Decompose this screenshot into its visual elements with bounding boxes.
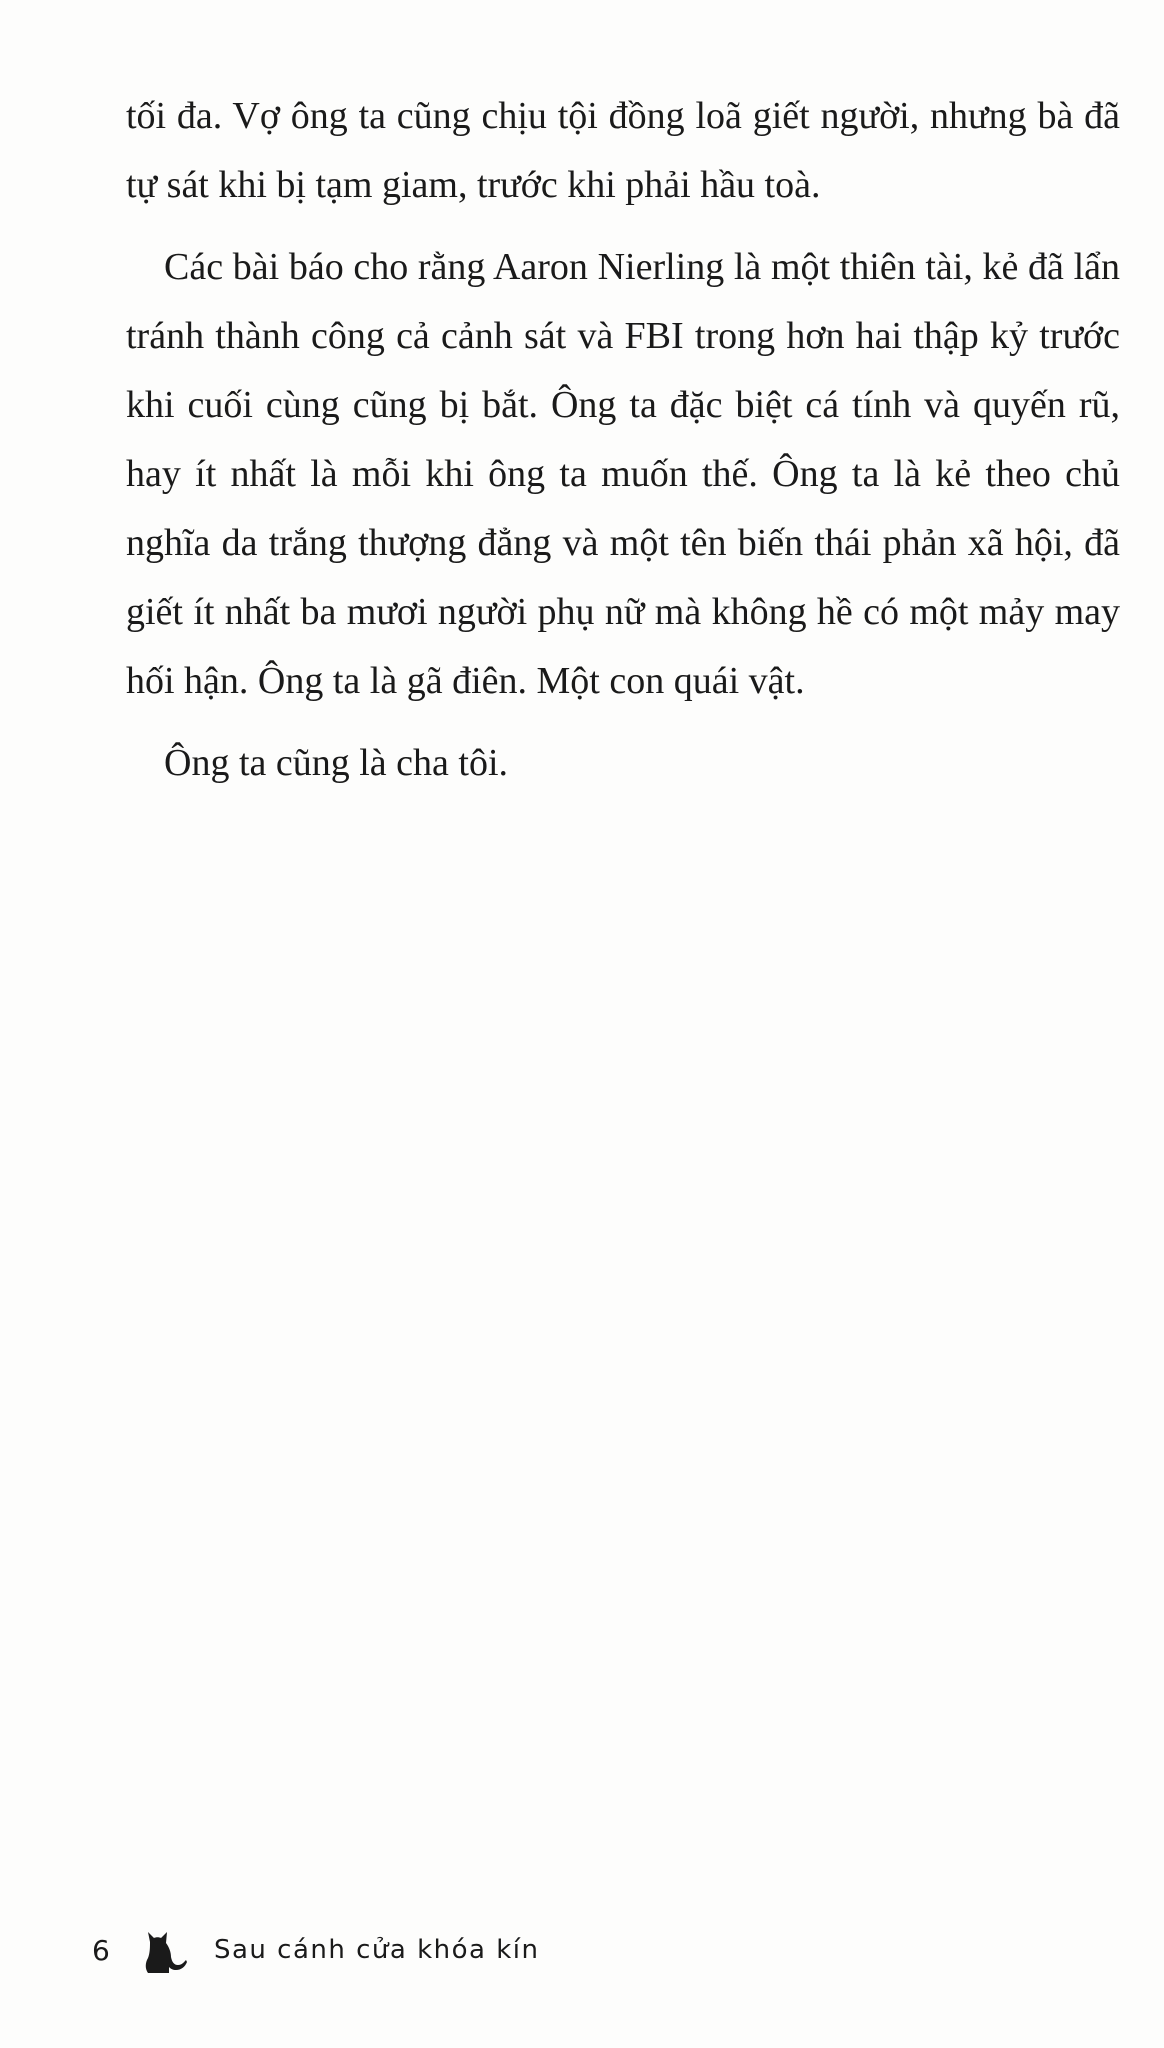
cat-icon [142,1925,188,1975]
paragraph-father: Ông ta cũng là cha tôi. [164,742,509,784]
paragraph-continuation: tối đa. Vợ ông ta cũng chịu tội đồng loã giết người, nhưng bà đã tự sát khi bị tạm giam, trước khi phải hầu toà. [126,95,1120,206]
page-number: 6 [92,1933,110,1967]
running-title: Sau cánh cửa khóa kín [214,1935,540,1965]
body-text [126,82,1120,798]
paragraph-articles: Các bài báo cho rằng Aaron Nierling là một thiên tài, kẻ đã lẩn tránh thành công cả cảnh sát và FBI trong hơn hai thập kỷ trước khi cuối cùng cũng bị bắt. Ông ta đặc biệt cá tính và quyến rũ, hay ít nhất là mỗi khi ông ta muốn thế. Ông ta là kẻ theo chủ nghĩa da trắng thượng đẳng và một tên biến thái phản xã hội, đã giết ít nhất ba mươi người phụ nữ mà không hề có một mảy may hối hận. Ông ta là gã điên. Một con quái vật. [126,246,1120,702]
page-footer [92,1924,540,1976]
